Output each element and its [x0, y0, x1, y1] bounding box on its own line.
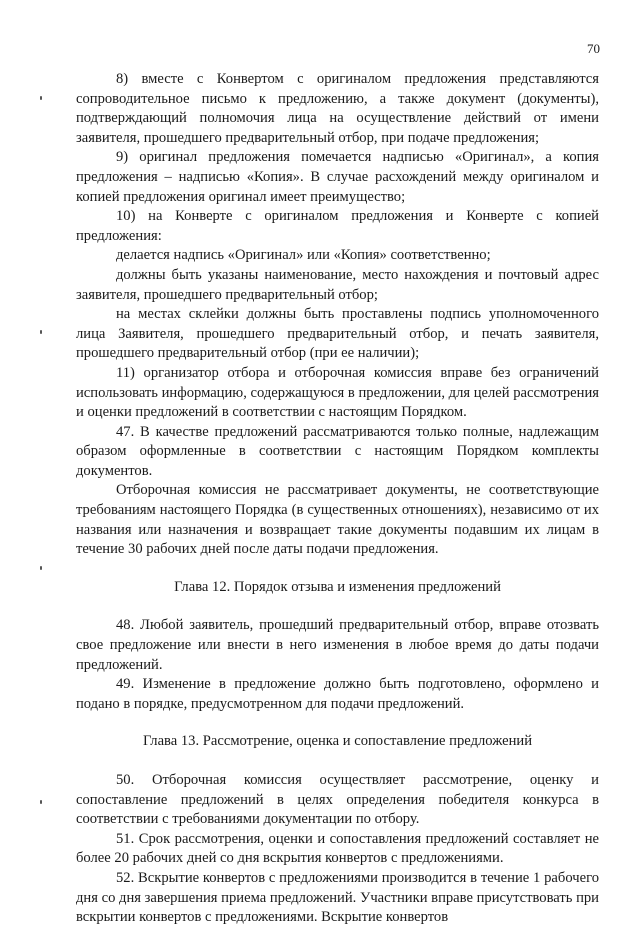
paragraph-52: 52. Вскрытие конвертов с предложениями производится в течение 1 рабочего дня со дня завершения приема предложений. Участники вправе присутствовать при вскрытии конвертов с предложениями. Вскрытие конвертов	[76, 869, 599, 926]
margin-mark	[40, 566, 42, 570]
margin-mark	[40, 96, 42, 100]
paragraph-47-note: Отборочная комиссия не рассматривает документы, не соответствующие требованиям настоящего Порядка (в существенных отношениях), независимо от их названия или назначения и возвращает такие документы подавшим их лицам в течение 30 рабочих дней после даты подачи предложения.	[76, 482, 599, 558]
paragraph-10-item-1: делается надпись «Оригинал» или «Копия» соответственно;	[116, 247, 491, 264]
document-body	[76, 70, 599, 928]
paragraph-49: 49. Изменение в предложение должно быть подготовлено, оформлено и подано в порядке, предусмотренном для подачи предложений.	[76, 676, 599, 712]
paragraph-11: 11) организатор отбора и отборочная комиссия вправе без ограничений использовать информацию, содержащуюся в предложении, для целей рассмотрения и оценки предложений в соответствии с настоящим Порядком.	[76, 364, 599, 421]
page-number: 70	[587, 41, 600, 56]
margin-mark	[40, 800, 42, 804]
chapter-12-heading: Глава 12. Порядок отзыва и изменения предложений	[174, 578, 501, 595]
paragraph-9: 9) оригинал предложения помечается надписью «Оригинал», а копия предложения – надписью «Копия». В случае расхождений между оригиналом и копией предложения оригинал имеет преимущество;	[76, 149, 599, 205]
paragraph-8: 8) вместе с Конвертом с оригиналом предложения представляются сопроводительное письмо к предложению, а также документ (документы), подтверждающий полномочия лица на осуществление действий от имени заявителя, прошедшего предварительный отбор, при подаче предложения;	[76, 71, 599, 146]
paragraph-48: 48. Любой заявитель, прошедший предварительный отбор, вправе отозвать свое предложение или внести в него изменения в любое время до даты подачи предложений.	[76, 617, 599, 673]
margin-mark	[40, 330, 42, 334]
paragraph-50: 50. Отборочная комиссия осуществляет рассмотрение, оценку и сопоставление предложений в целях определения победителя конкурса в соответствии с требованиями документации по отбору.	[76, 772, 599, 828]
paragraph-10-item-3: на местах склейки должны быть проставлены подпись уполномоченного лица Заявителя, прошедшего предварительный отбор, и печать заявителя, прошедшего предварительный отбор (при ее наличии);	[76, 306, 599, 362]
chapter-13-heading: Глава 13. Рассмотрение, оценка и сопоставление предложений	[142, 733, 533, 750]
paragraph-10: 10) на Конверте с оригиналом предложения и Конверте с копией предложения:	[76, 208, 599, 244]
paragraph-10-item-2: должны быть указаны наименование, место нахождения и почтовый адрес заявителя, прошедшего предварительный отбор;	[76, 266, 599, 303]
paragraph-47: 47. В качестве предложений рассматриваются только полные, надлежащим образом оформленные в соответствии с настоящим Порядком комплекты документов.	[76, 423, 599, 479]
paragraph-51: 51. Срок рассмотрения, оценки и сопоставления предложений составляет не более 20 рабочих дней со дня вскрытия конвертов с предложениями.	[76, 830, 599, 867]
